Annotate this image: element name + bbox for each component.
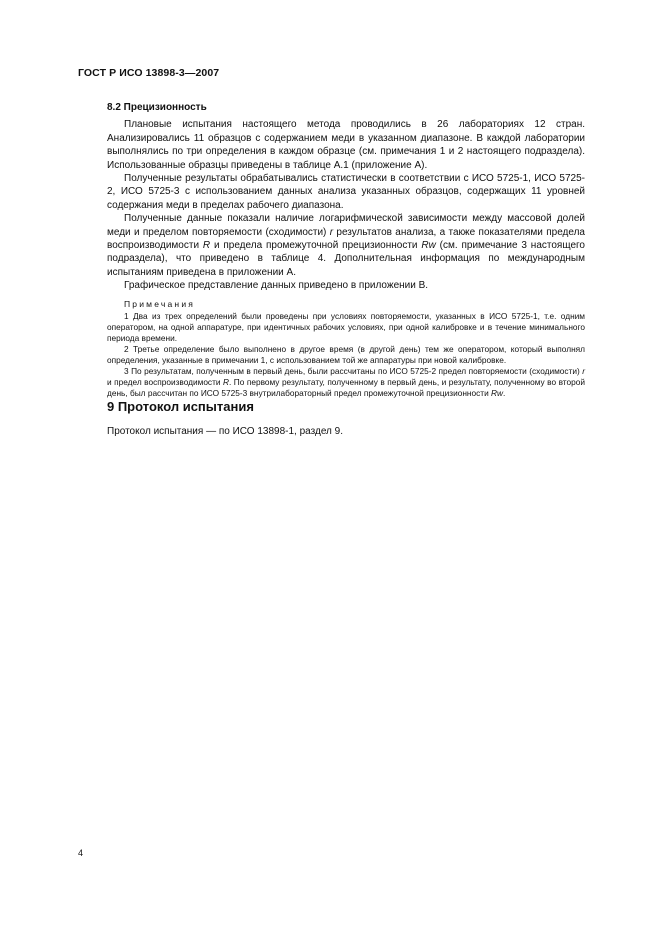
- note-3-text-d: .: [503, 388, 506, 399]
- note-3-text-b: и предел воспроизводимости: [107, 377, 224, 388]
- note-2: 2 Третье определение было выполнено в другое время (в другой день) тем же оператором, который выполнял определения, указанные в примечании 1, с использованием той же аппаратуры при новой калибровке.: [107, 344, 585, 366]
- note-3-symbol-r: r: [582, 366, 585, 377]
- section-8-2: [107, 101, 585, 399]
- paragraph-3-text-d: (см. примечание 3 настоящего подраздела), что приведено в таблице 4. Дополнительная информация по международным испытаниям приведена в приложении А.: [107, 240, 585, 278]
- section-9-text: Протокол испытания — по ИСО 13898-1, раздел 9.: [107, 426, 344, 437]
- note-1: 1 Два из трех определений были проведены при условиях повторяемости, указанных в ИСО 5725-1, т.е. одним оператором, на одной аппаратуре, при идентичных рабочих условиях, при одной калибровке и в течение минимального периода времени.: [107, 311, 585, 344]
- note-3: [107, 366, 585, 399]
- symbol-r: r: [329, 226, 334, 238]
- paragraph-4: Графическое представление данных приведено в приложении В.: [124, 280, 429, 292]
- symbol-Rw: Rw: [421, 240, 436, 252]
- paragraph-2: Полученные результаты обрабатывались статистически в соответствии с ИСО 5725-1, ИСО 5725-2, ИСО 5725-3 с использованием данных анализа указанных образцов, содержащих 11 уровней содержания меди в пределах рабочего диапазона.: [107, 173, 585, 211]
- page-number: 4: [78, 848, 84, 858]
- paragraph-3-text-a: Полученные данные показали наличие логарифмической зависимости между массовой долей меди и пределом повторяемости (сходимости): [107, 213, 585, 238]
- section-9-heading: 9 Протокол испытания: [107, 399, 254, 414]
- paragraph-1: Плановые испытания настоящего метода проводились в 26 лабораториях 12 стран. Анализировались 11 образцов с содержанием меди в указанном диапазоне. В каждой лаборатории выполнялись по три определения в каждом образце (см. примечания 1 и 2 настоящего подраздела). Использованные образцы приведены в таблице А.1 (приложение А).: [107, 119, 585, 171]
- note-3-text-c: . По первому результату, полученному в первый день, и результату, полученному во второй день, был рассчитан по ИСО 5725-3 внутрилабораторный предел промежуточной прецизионности: [107, 377, 585, 399]
- paragraph-3-text-c: и предела промежуточной прецизионности: [210, 240, 422, 252]
- notes-title: Примечания: [124, 298, 196, 309]
- paragraph-3-text-b: результатов анализа, а также показателями предела воспроизводимости: [107, 226, 585, 252]
- section-heading: 8.2 Прецизионность: [107, 102, 207, 113]
- note-3-symbol-Rw: Rw: [491, 388, 504, 399]
- document-header: ГОСТ Р ИСО 13898-3—2007: [78, 67, 220, 79]
- symbol-R: R: [202, 240, 211, 252]
- paragraph-3: [107, 212, 585, 279]
- note-3-symbol-R: R: [223, 377, 230, 388]
- note-3-text-a: 3 По результатам, полученным в первый день, были рассчитаны по ИСО 5725-2 предел повторяемости (сходимости): [124, 366, 583, 377]
